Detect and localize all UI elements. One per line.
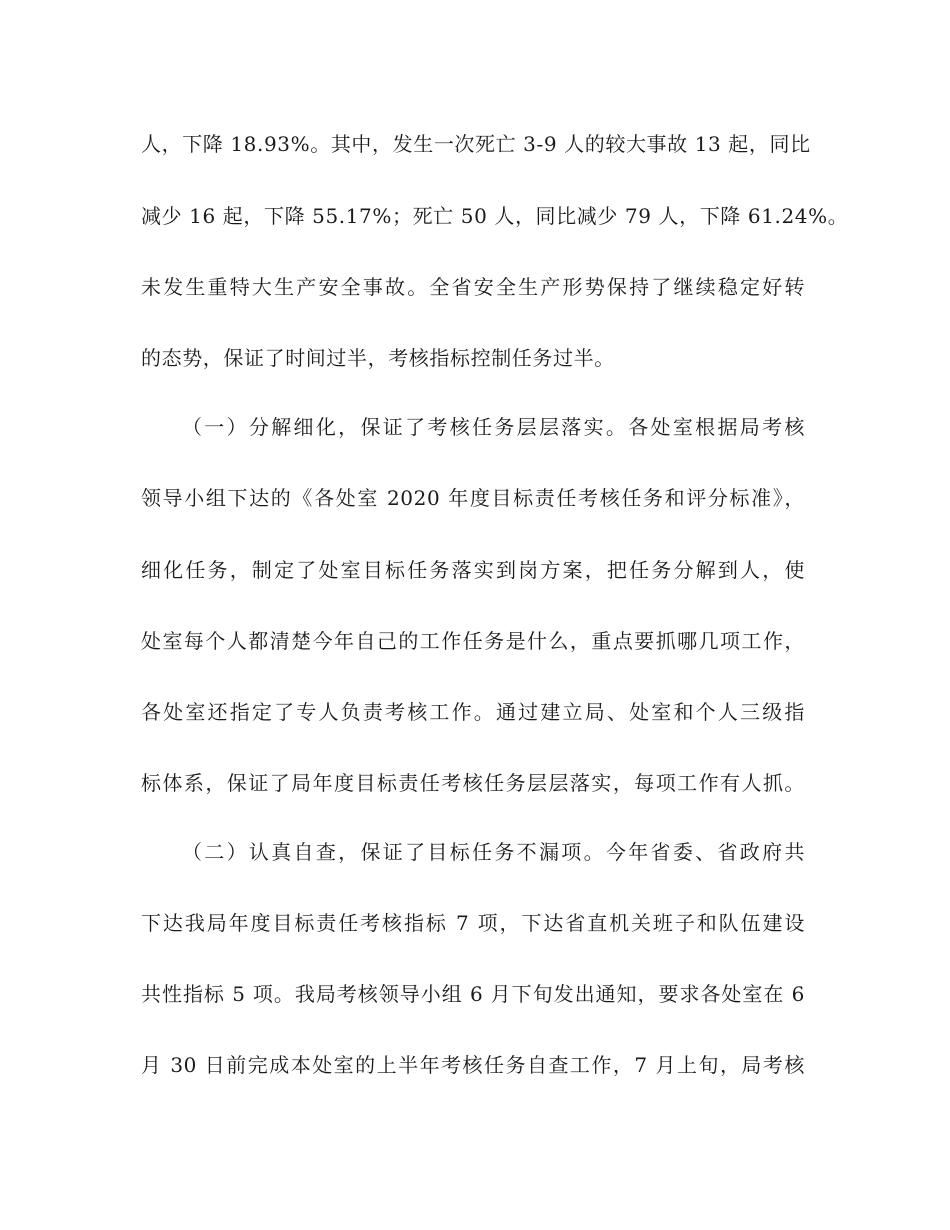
text-line-3: 未发生重特大生产安全事故。全省安全生产形势保持了继续稳定好转 bbox=[141, 275, 805, 299]
paragraph-1-heading-line: （一）分解细化，保证了考核任务层层落实。各处室根据局考核 bbox=[182, 415, 805, 439]
text-line-8: 处室每个人都清楚今年自己的工作任务是什么，重点要抓哪几项工作， bbox=[141, 629, 805, 653]
text-line-9: 各处室还指定了专人负责考核工作。通过建立局、处室和个人三级指 bbox=[141, 700, 805, 724]
paragraph-2-heading-line: （二）认真自查，保证了目标任务不漏项。今年省委、省政府共 bbox=[182, 840, 805, 864]
text-line-1: 人，下降 18.93%。其中，发生一次死亡 3-9 人的较大事故 13 起，同比 bbox=[141, 132, 811, 156]
text-line-7: 细化任务，制定了处室目标任务落实到岗方案，把任务分解到人，使 bbox=[141, 558, 805, 582]
text-line-6: 领导小组下达的《各处室 2020 年度目标责任考核任务和评分标准》， bbox=[141, 486, 805, 510]
text-line-10: 标体系，保证了局年度目标责任考核任务层层落实，每项工作有人抓。 bbox=[141, 771, 805, 795]
text-line-2: 减少 16 起，下降 55.17%；死亡 50 人，同比减少 79 人，下降 61.24%。 bbox=[141, 204, 849, 228]
text-line-12: 下达我局年度目标责任考核指标 7 项，下达省直机关班子和队伍建设 bbox=[141, 911, 805, 935]
text-line-14: 月 30 日前完成本处室的上半年考核任务自查工作，7 月上旬，局考核 bbox=[141, 1053, 805, 1077]
text-line-13: 共性指标 5 项。我局考核领导小组 6 月下旬发出通知，要求各处室在 6 bbox=[141, 982, 805, 1006]
text-line-4: 的态势，保证了时间过半，考核指标控制任务过半。 bbox=[141, 346, 615, 370]
